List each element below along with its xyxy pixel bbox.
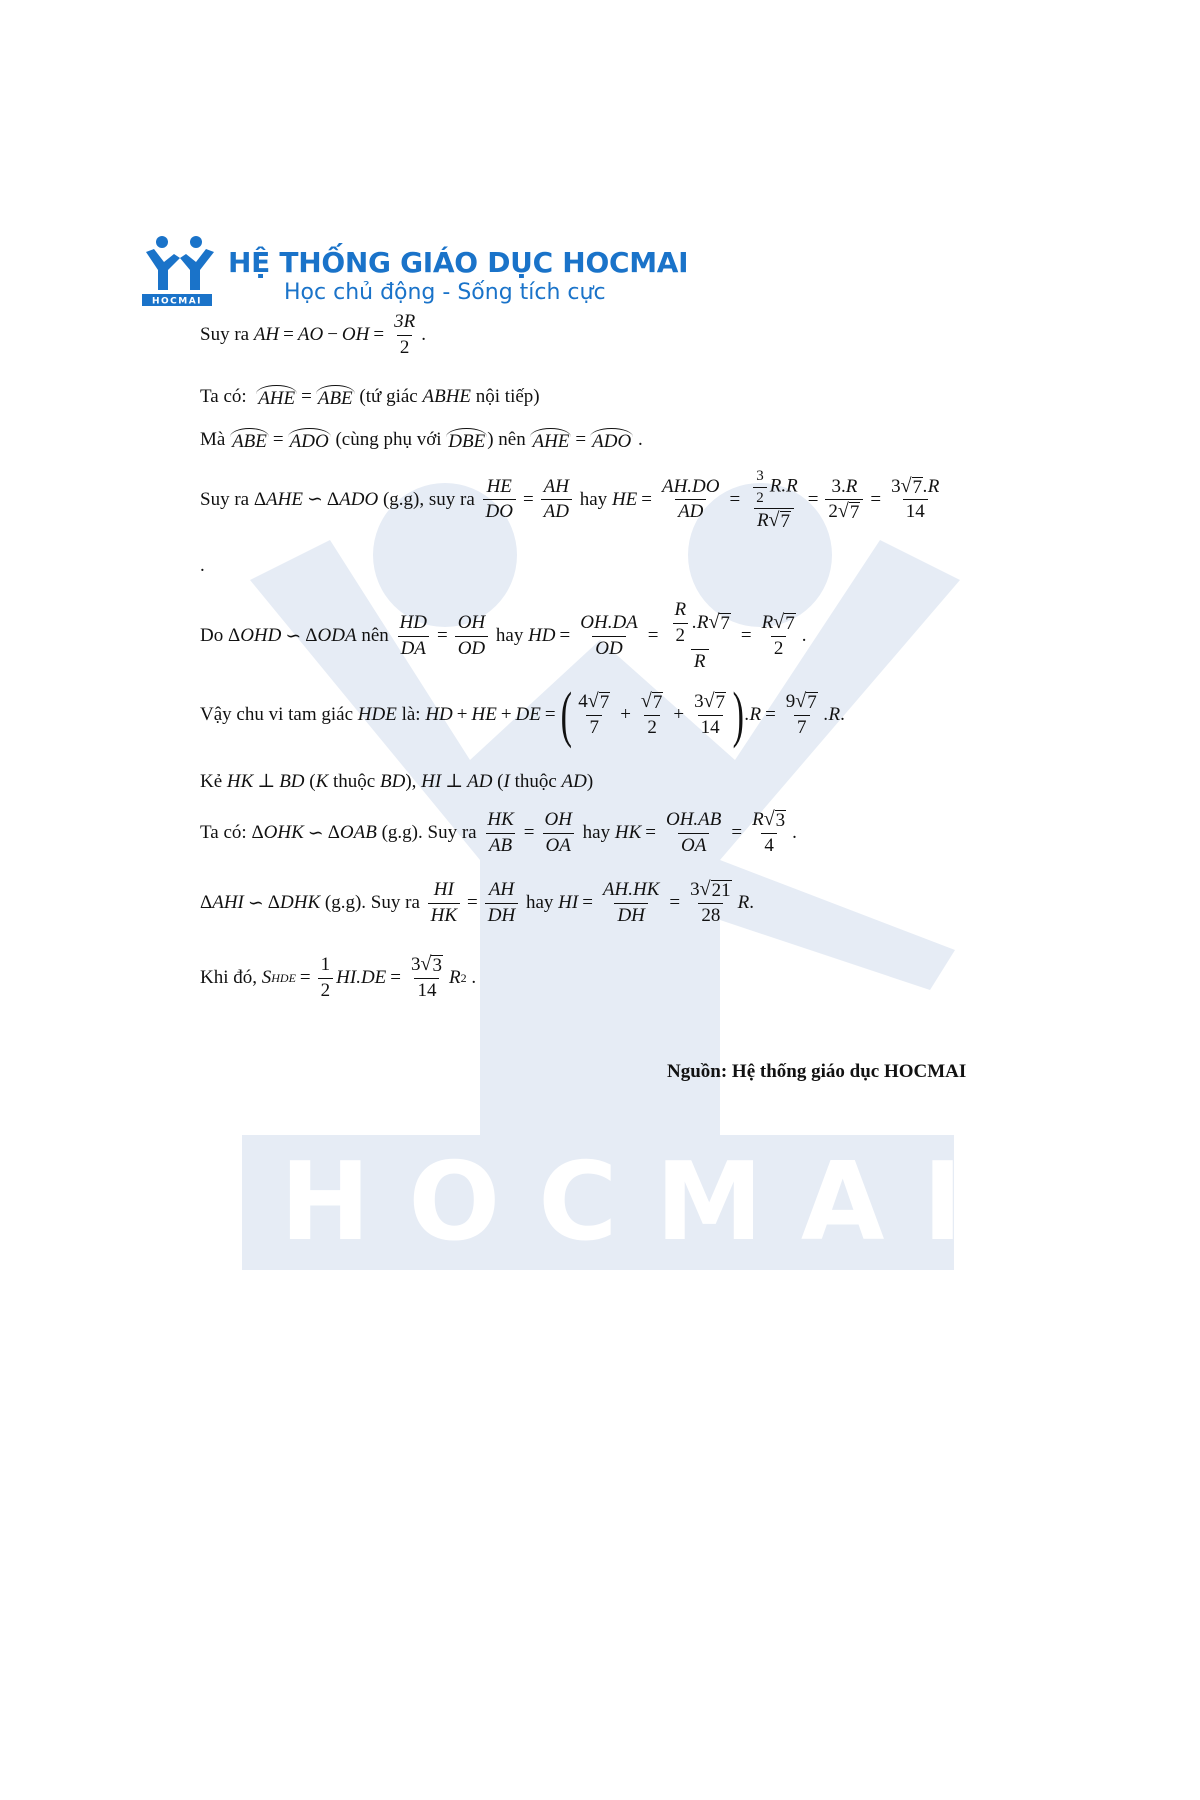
- text: nên: [361, 625, 389, 647]
- text: thuộc: [333, 770, 376, 792]
- fraction: $\frac{3R}{2}$: [394, 311, 416, 358]
- line-dot: .: [200, 555, 205, 576]
- text: hay: [579, 488, 608, 510]
- text: (tứ giác: [359, 385, 418, 407]
- text: là:: [401, 704, 421, 725]
- line-hi: ΔAHI ∽ ΔDHK (g.g). Suy ra $\frac{HI}{HK}$ = $\frac{AH}{DH}$ hay HI = $\frac{AH.HK}{DH}$ = 3 √ 21 28 R .: [200, 878, 754, 926]
- watermark-text: HOCMAI: [280, 1140, 1001, 1265]
- header-title: HỆ THỐNG GIÁO DỤC HOCMAI: [228, 246, 689, 279]
- text: Vậy chu vi tam giác: [200, 704, 354, 725]
- line-hk: Ta có: ΔOHK ∽ ΔOAB (g.g). Suy ra $\frac{HK}{AB}$ = $\frac{OH}{OA}$ hay HK = $\frac{OH.AB}{OA}$ = R √ 3 4 .: [200, 808, 797, 856]
- text: ) nên: [487, 428, 526, 450]
- text: Ta có:: [200, 822, 247, 844]
- line-ke: Kẻ HK ⊥ BD ( K thuộc BD ), HI ⊥ AD ( I thuộc AD ): [200, 770, 594, 792]
- text: (cùng phụ với: [335, 428, 442, 450]
- text: Ta có:: [200, 385, 247, 407]
- header-slogan: Học chủ động - Sống tích cực: [284, 280, 606, 305]
- line-he: Suy ra ΔAHE ∽ ΔADO (g.g), suy ra $\frac{HE}{DO}$ = $\frac{AH}{AD}$ hay HE = $\frac{AH.DO}{AD}$ = $\frac{3}{2}$ R.R R √ 7 = 3.R 2 √ 7 = 3 √ 7 .R 14: [200, 468, 940, 532]
- text: (g.g). Suy ra: [324, 892, 420, 914]
- line-ah: Suy ra AH = AO − OH = $\frac{3R}{2}$ .: [200, 311, 426, 358]
- text: Khi đó,: [200, 967, 257, 989]
- text: Kẻ: [200, 770, 223, 792]
- hocmai-logo-icon: [140, 232, 222, 308]
- text: Mà: [200, 428, 226, 450]
- text: hay: [495, 625, 524, 647]
- text: (g.g), suy ra: [382, 488, 475, 510]
- text: Do: [200, 625, 224, 647]
- source-credit: Nguồn: Hệ thống giáo dục HOCMAI: [667, 1061, 967, 1082]
- text: hay: [582, 822, 611, 844]
- line-perimeter: Vậy chu vi tam giác HDE là: HD + HE + DE = ( 4 √ 7 7 + √ 7 2 + 3 √ 7 14 ) .R = 9 √ 7 7 .R .: [200, 681, 845, 749]
- line-hd: Do ΔOHD ∽ ΔODA nên $\frac{HD}{DA}$ = $\frac{OH}{OD}$ hay HD = $\frac{OH.DA}{OD}$ = $\frac{R}{2}$ .R √ 7 R = R √ 7 2 .: [200, 599, 807, 672]
- line-angle-ahe: Ta có: AHE = ABE (tứ giác ABHE nội tiếp): [200, 385, 540, 409]
- text: nội tiếp): [475, 385, 540, 407]
- line-angle-abe: Mà ABE = ADO (cùng phụ với DBE ) nên AHE = ADO .: [200, 428, 643, 452]
- text: hay: [525, 892, 554, 914]
- text: thuộc: [514, 770, 557, 792]
- text: Suy ra: [200, 488, 250, 510]
- line-area: Khi đó, S HDE = $\frac{1}{2}$ HI.DE = 3 √ 3 14 R 2 .: [200, 953, 477, 1001]
- text: Suy ra: [200, 324, 250, 346]
- text: (g.g). Suy ra: [381, 822, 477, 844]
- logo-text: HOCMAI: [151, 296, 203, 307]
